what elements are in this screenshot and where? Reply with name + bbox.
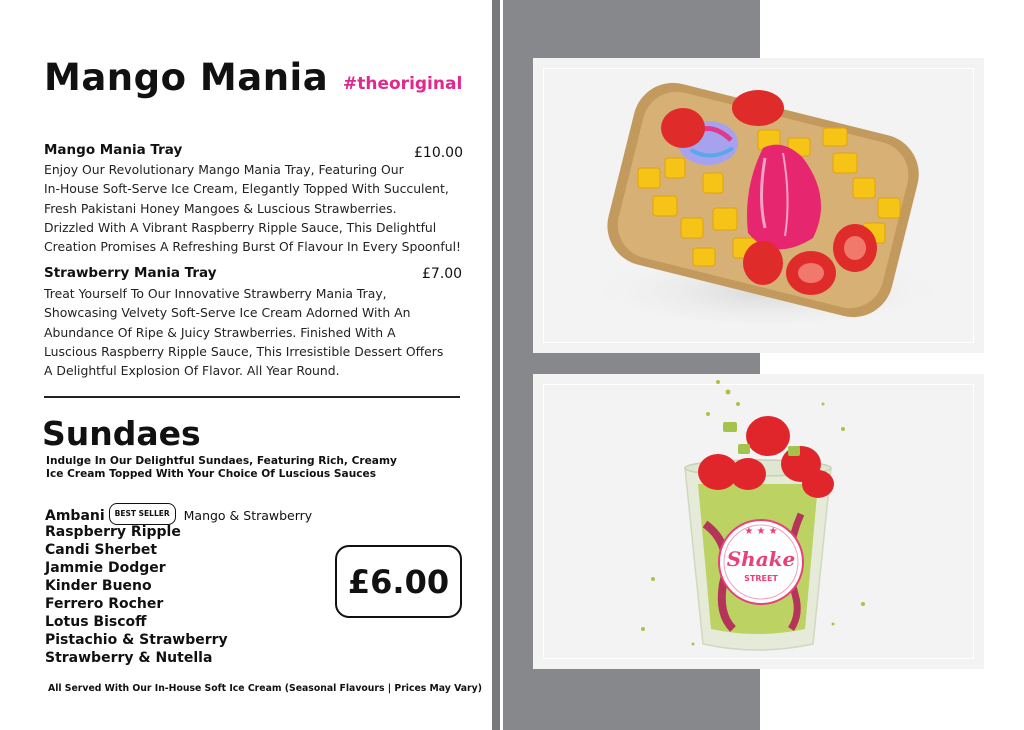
- tray-description-mango: [44, 160, 494, 256]
- page-title: Mango Mania: [44, 56, 329, 99]
- flavour-item: Lotus Biscoff: [45, 614, 147, 630]
- vertical-divider: [492, 0, 500, 730]
- cup-logo-subtext: STREET: [744, 574, 778, 583]
- flavour-item: Ferrero Rocher: [45, 596, 164, 612]
- description-line: Showcasing Velvety Soft-Serve Ice Cream Adorned With An: [44, 305, 411, 321]
- tray-price-strawberry: £7.00: [422, 266, 463, 282]
- hashtag-label: #theoriginal: [343, 74, 463, 94]
- flavour-item: Strawberry & Nutella: [45, 650, 213, 666]
- tray-name-mango: Mango Mania Tray: [44, 142, 183, 158]
- description-line: Creation Promises A Refreshing Burst Of Flavour In Every Spoonful!: [44, 239, 461, 255]
- flavour-item: Pistachio & Strawberry: [45, 632, 228, 648]
- flavour-item: Jammie Dodger: [45, 560, 166, 576]
- sundaes-subtitle: [46, 455, 406, 481]
- mango-tray-photo: [533, 58, 984, 353]
- description-line: A Delightful Explosion Of Flavor. All Year Round.: [44, 363, 340, 379]
- tray-name-strawberry: Strawberry Mania Tray: [44, 265, 217, 281]
- sundae-cup-illustration: [533, 374, 984, 669]
- sundae-cup-photo: [533, 374, 984, 669]
- footnote: All Served With Our In-House Soft Ice Cream (Seasonal Flavours | Prices May Vary): [48, 683, 482, 694]
- flavour-item: [45, 505, 312, 523]
- cup-logo-text: Shake: [726, 547, 796, 571]
- description-line: Enjoy Our Revolutionary Mango Mania Tray, Featuring Our: [44, 162, 404, 177]
- svg-text:★ ★ ★: ★ ★ ★: [744, 526, 778, 537]
- description-line: In-House Soft-Serve Ice Cream, Elegantly Topped With Succulent,: [44, 181, 449, 197]
- description-line: Drizzled With A Vibrant Raspberry Ripple Sauce, This Delightful: [44, 219, 437, 235]
- description-line: Abundance Of Ripe & Juicy Strawberries. Finished With A: [44, 324, 396, 340]
- subtitle-line: Ice Cream Topped With Your Choice Of Luscious Sauces: [46, 468, 377, 480]
- sundae-price-box: £6.00: [335, 545, 462, 618]
- mango-tray-illustration: [533, 58, 984, 353]
- tray-description-strawberry: [44, 284, 494, 380]
- flavour-item: Candi Sherbet: [45, 542, 158, 558]
- section-divider: [44, 396, 460, 398]
- best-seller-badge: BEST SELLER: [109, 503, 176, 525]
- description-line: Luscious Raspberry Ripple Sauce, This Irresistible Dessert Offers: [44, 343, 444, 359]
- flavour-item: Raspberry Ripple: [45, 524, 181, 540]
- sundaes-title: Sundaes: [42, 414, 201, 453]
- description-line: Fresh Pakistani Honey Mangoes & Luscious Strawberries.: [44, 200, 397, 216]
- flavour-note: Mango & Strawberry: [183, 508, 313, 523]
- description-line: Treat Yourself To Our Innovative Strawberry Mania Tray,: [44, 286, 387, 301]
- subtitle-line: Indulge In Our Delightful Sundaes, Featuring Rich, Creamy: [46, 455, 397, 467]
- tray-price-mango: £10.00: [414, 145, 463, 161]
- flavour-list: [45, 505, 312, 667]
- flavour-name: Ambani: [45, 508, 105, 524]
- flavour-item: Kinder Bueno: [45, 578, 152, 594]
